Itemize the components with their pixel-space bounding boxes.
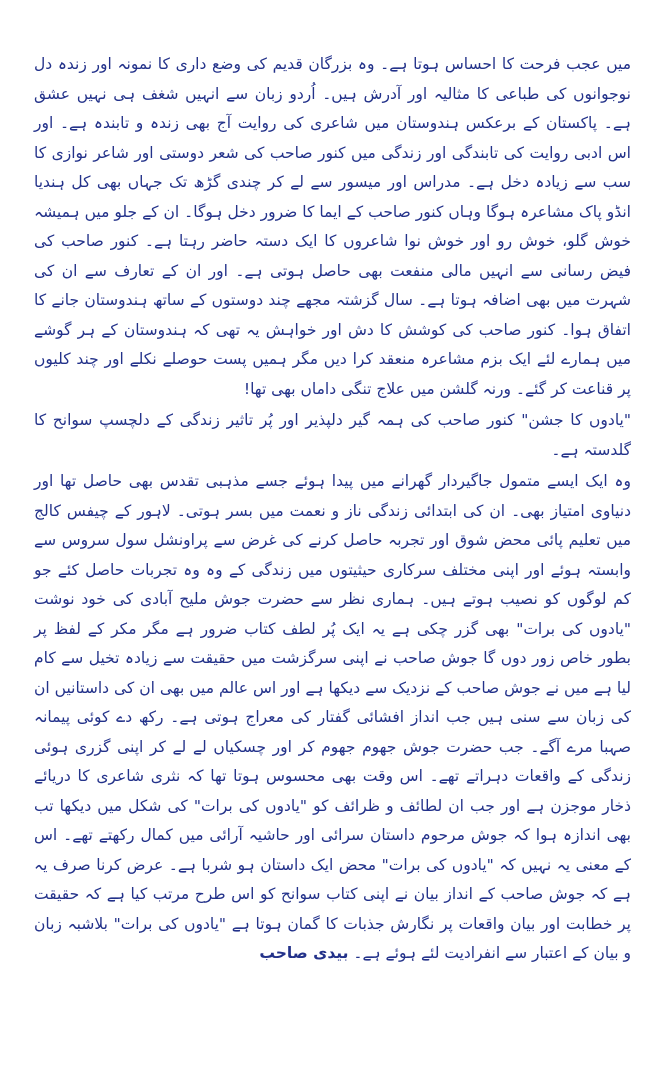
paragraph-2: "یادوں کا جشن" کنور صاحب کی ہمہ گیر دلپذیر اور پُر تاثیر زندگی کے دلچسپ سوانح کا گلدستہ ہے۔ [34, 411, 631, 459]
paragraph-1: میں عجب فرحت کا احساس ہوتا ہے۔ وہ بزرگان قدیم کی وضع داری کا نمونہ اور زندہ دل نوجوانوں کی طباعی کا مثالیہ اور آدرش ہیں۔ اُردو زبان سے انہیں شغف ہی نہیں عشق ہے۔ پاکستان کے برعکس ہندوستان میں شاعری کی روایت آج بھی زندہ و تابندہ ہے۔ اور اس ادبی روایت کی تابندگی اور زندگی میں کنور صاحب کی شعر دوستی اور شاعر نوازی کا سب سے زیادہ دخل ہے۔ مدراس اور میسور سے لے کر چندی گڑھ تک جہاں بھی کل ہندیا انڈو پاک مشاعرہ ہوگا وہاں کنور صاحب کے ایما کا ضرور دخل ہوگا۔ ان کے جلو میں ہمیشہ خوش گلو، خوش رو اور خوش نوا شاعروں کا ایک دستہ حاضر رہتا ہے۔ کنور صاحب کی فیض رسانی سے انہیں مالی منفعت بھی حاصل ہوتی ہے۔ اور ان کے تعارف سے ان کی شہرت میں بھی اضافہ ہوتا ہے۔ سال گزشتہ مجھے چند دوستوں کے ساتھ ہندوستان جانے کا اتفاق ہوا۔ کنور صاحب کی کوشش کا دش اور خواہش یہ تھی کہ ہندوستان کے ہر گوشے میں ہمارے لئے ایک بزم مشاعرہ منعقد کرا دیں مگر ہمیں پست حوصلے نکلے اور چند کلیوں پر قناعت کر گئے۔ ورنہ گلشن میں علاج تنگی داماں بھی تھا! [34, 55, 631, 398]
author-signature: بیدی صاحب [259, 944, 349, 962]
paragraph-3-text: وہ ایک ایسے متمول جاگیردار گھرانے میں پیدا ہوئے جسے مذہبی تقدس بھی حاصل تھا اور دنیاوی امتیاز بھی۔ ان کی ابتدائی زندگی ناز و نعمت میں بسر ہوتی۔ لاہور کے چیفس کالج میں تعلیم پائی محض شوق اور تجربہ حاصل کرنے کی غرض سے پراونشل سول سروس سے وابستہ ہوئے اور اپنی مختلف سرکاری حیثیتوں میں زندگی کے وہ وہ تجربات حاصل کئے جو کم لوگوں کو نصیب ہوتے ہیں۔ ہماری نظر سے حضرت جوش ملیح آبادی کی خود نوشت "یادوں کی برات" بھی گزر چکی ہے یہ ایک پُر لطف کتاب ضرور ہے مگر مکر کے لفظ پر بطور خاص زور دوں گا جوش صاحب نے اپنی سرگزشت میں حقیقت سے زیادہ تخیل سے کام لیا ہے میں نے جوش صاحب کے نزدیک سے دیکھا ہے اور اس عالم میں بھی ان کی داستانیں ان کی زبان سے سنی ہیں جب انداز افشائی گفتار کی معراج ہوتی ہے۔ رکھ دے کوئی پیمانہ صہبا مرے آگے۔ جب حضرت جوش جھوم جھوم کر اور چسکیاں لے لے کر اپنی گزری ہوئی زندگی کے واقعات دہراتے تھے۔ اس وقت بھی محسوس ہوتا تھا کہ نثری شاعری کا دریائے ذخار موجزن ہے اور جب ان لطائف و ظرائف کو "یادوں کی برات" کی شکل میں دیکھا تب بھی اندازہ ہوا کہ جوش مرحوم داستان سرائی اور حاشیہ آرائی میں کمال رکھتے تھے۔ اس کے معنی یہ نہیں کہ "یادوں کی برات" محض ایک داستان ہو شربا ہے۔ عرض کرنا صرف یہ ہے کہ جوش صاحب کے انداز بیان نے اپنی کتاب سوانح کو اس طرح مرتب کیا ہے کہ حقیقت پر خطابت اور بیان واقعات پر نگارش جذبات کا گمان ہوتا ہے "یادوں کی برات" بلاشبہ زبان و بیان کے اعتبار سے انفرادیت لئے ہوئے ہے۔ [34, 472, 631, 962]
paragraph-3 [34, 467, 631, 969]
